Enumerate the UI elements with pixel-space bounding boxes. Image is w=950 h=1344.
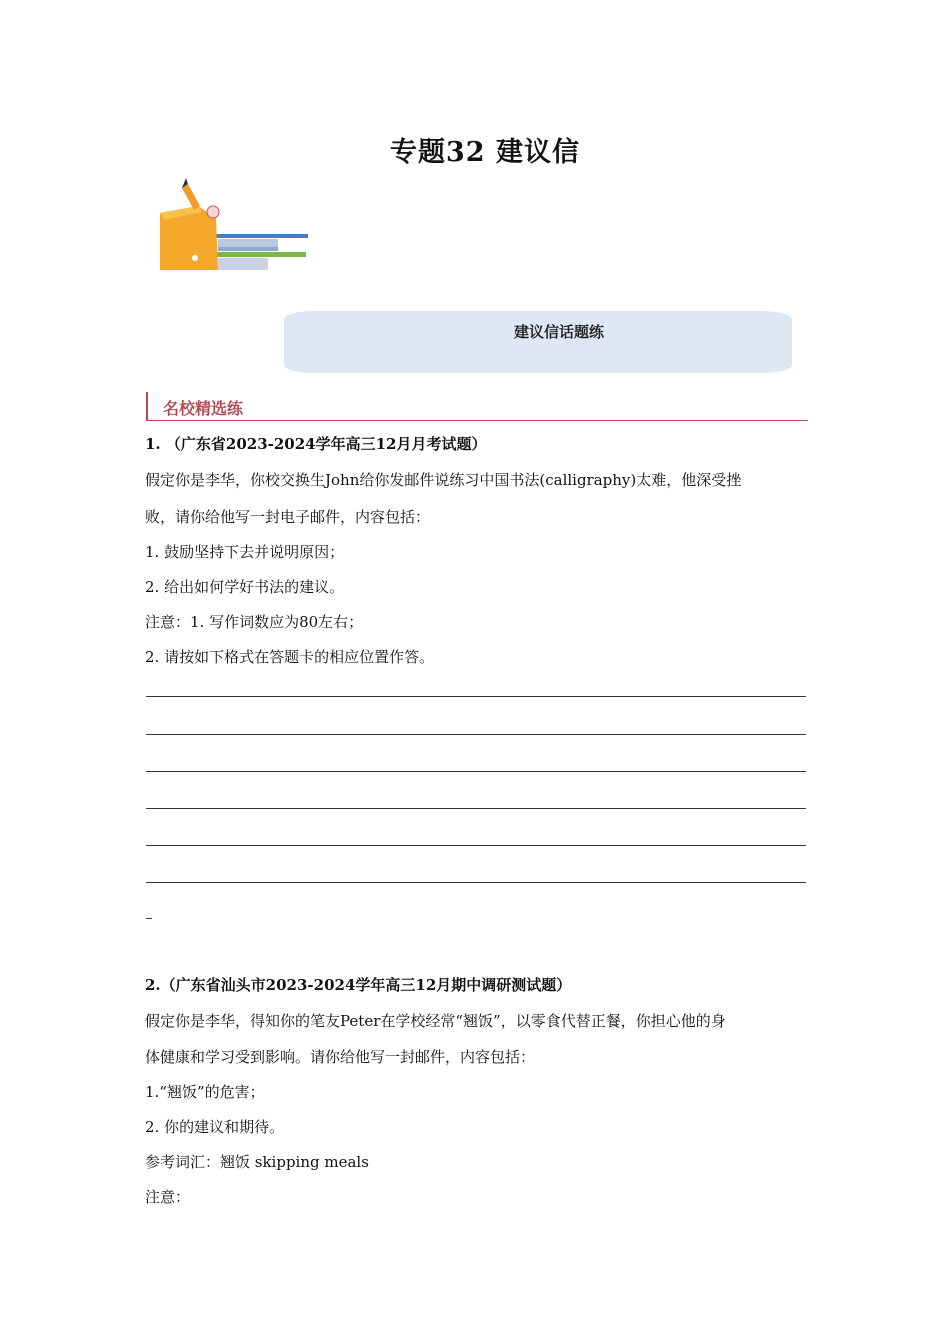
answer-line[interactable] bbox=[146, 808, 806, 809]
section-title: 名校精选练 bbox=[163, 399, 244, 418]
question-2-vocab: 参考词汇：翘饭 skipping meals bbox=[145, 1153, 369, 1171]
answer-line[interactable] bbox=[146, 845, 806, 846]
question-1-item-1: 1. 鼓励坚持下去并说明原因； bbox=[145, 543, 345, 561]
question-1-note-2: 2. 请按如下格式在答题卡的相应位置作答。 bbox=[145, 648, 435, 666]
section-header bbox=[146, 392, 808, 421]
pencil-books-logo bbox=[158, 178, 308, 273]
answer-line[interactable] bbox=[146, 771, 806, 772]
question-2-item-1: 1.“翘饭”的危害； bbox=[145, 1083, 265, 1101]
question-2-heading: 2.（广东省汕头市2023-2024学年高三12月期中调研测试题） bbox=[145, 976, 572, 994]
question-1-heading: 1. （广东省2023-2024学年高三12月月考试题） bbox=[145, 435, 487, 453]
answer-line[interactable] bbox=[146, 882, 806, 883]
answer-line[interactable] bbox=[146, 734, 806, 735]
question-1-text-line-2: 败，请你给他写一封电子邮件，内容包括： bbox=[145, 508, 431, 526]
banner-title: 建议信话题练 bbox=[513, 323, 604, 341]
question-1-item-2: 2. 给出如何学好书法的建议。 bbox=[145, 578, 345, 596]
question-2-text-line-2: 体健康和学习受到影响。请你给他写一封邮件，内容包括： bbox=[145, 1048, 536, 1066]
question-1-text-line-1: 假定你是李华，你校交换生John给你发邮件说练习中国书法(calligraphy)太难，他深受挫 bbox=[145, 471, 742, 489]
question-1-note-1: 注意：1. 写作词数应为80左右； bbox=[145, 613, 364, 631]
page-title: 专题32 建议信 bbox=[390, 137, 580, 168]
answer-line-end bbox=[146, 918, 152, 919]
answer-line[interactable] bbox=[146, 696, 806, 697]
question-2-item-2: 2. 你的建议和期待。 bbox=[145, 1118, 285, 1136]
question-2-note: 注意： bbox=[145, 1188, 191, 1206]
question-2-text-line-1: 假定你是李华，得知你的笔友Peter在学校经常“翘饭”，以零食代替正餐，你担心他的身 bbox=[145, 1012, 726, 1030]
